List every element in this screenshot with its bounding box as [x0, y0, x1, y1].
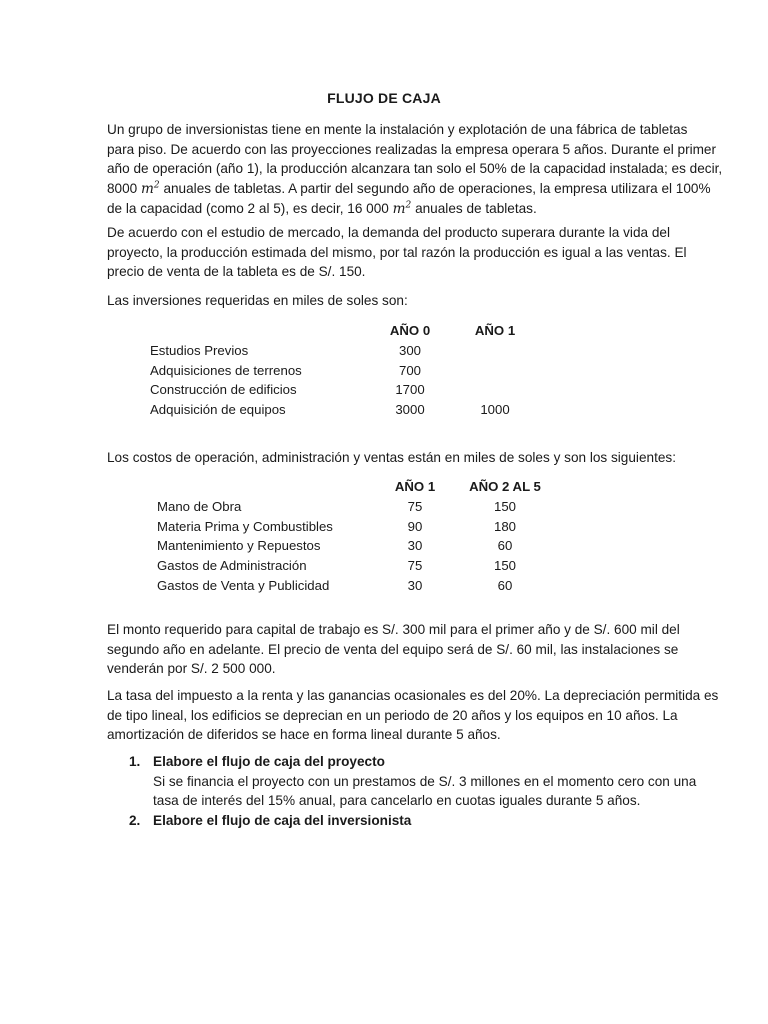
- table-header-row: [150, 321, 535, 341]
- costs-intro: Los costos de operación, administración y ventas están en miles de soles y son los siguientes:: [107, 450, 676, 465]
- intro-line: para piso. De acuerdo con las proyecciones realizadas la empresa operara 5 años. Durante el primer: [107, 141, 717, 157]
- table-row: Gastos de Administración 75 150: [157, 558, 516, 574]
- table-row: Mano de Obra 75 150: [157, 499, 516, 515]
- col-header: AÑO 0: [389, 323, 431, 339]
- costs-table: [157, 477, 555, 595]
- table-row: Gastos de Venta y Publicidad 30 60: [157, 577, 513, 593]
- investments-intro: Las inversiones requeridas en miles de soles son:: [107, 293, 408, 308]
- intro-line: de la capacidad (como 2 al 5), es decir, 16 000 $m^2$ anuales de tabletas.: [107, 200, 537, 218]
- table-row: Mantenimiento y Repuestos 30 60: [157, 538, 513, 554]
- task-list: [107, 752, 697, 830]
- task-number: 1.: [129, 754, 141, 769]
- table-row: Materia Prima y Combustibles 90 180: [157, 518, 516, 534]
- table-row: Adquisición de equipos 3000 1000: [150, 402, 510, 418]
- market-line: precio de venta de la tableta es de S/. 150.: [107, 264, 366, 280]
- tax-line: amortización de diferidos se hace en forma lineal durante 5 años.: [107, 727, 501, 743]
- capital-line: segundo año en adelante. El precio de venta del equipo será de S/. 60 mil, las instalaciones se: [107, 641, 679, 657]
- market-line: De acuerdo con el estudio de mercado, la demanda del producto superara durante la vida del: [107, 225, 670, 240]
- investments-table: [150, 321, 535, 419]
- tax-paragraph: [107, 686, 719, 745]
- intro-line: Un grupo de inversionistas tiene en mente la instalación y explotación de una fábrica de tabletas: [107, 122, 688, 137]
- market-paragraph: [107, 223, 687, 282]
- capital-line: El monto requerido para capital de trabajo es S/. 300 mil para el primer año y de S/. 600 mil del: [107, 622, 680, 637]
- task-item: [107, 752, 697, 811]
- unit-symbol: $m^2$: [392, 200, 412, 218]
- capacity-year1: 8000: [107, 180, 138, 196]
- task-number: 2.: [129, 812, 141, 828]
- task-item: [107, 811, 662, 831]
- page-title: FLUJO DE CAJA: [327, 90, 441, 106]
- col-header: AÑO 2 AL 5: [469, 479, 541, 495]
- table-row: Estudios Previos 300: [150, 343, 421, 359]
- col-header: AÑO 1: [474, 323, 516, 339]
- col-header: AÑO 1: [394, 479, 436, 495]
- capital-line: venderán por S/. 2 500 000.: [107, 661, 276, 677]
- intro-paragraph: [107, 120, 723, 220]
- task-heading: Elabore el flujo de caja del inversionista: [153, 812, 412, 828]
- intro-line: 8000 $m^2$ anuales de tabletas. A partir del segundo año de operaciones, la empresa utilizara el 100%: [107, 180, 711, 197]
- tax-line: La tasa del impuesto a la renta y las ganancias ocasionales es del 20%. La depreciación permitida es: [107, 688, 719, 703]
- task-description: Si se financia el proyecto con un prestamos de S/. 3 millones en el momento cero con una tasa de interés del 15% anual, para cancelarlo en cuotas iguales durante 5 años.: [153, 773, 697, 809]
- tax-line: de tipo lineal, los edificios se deprecian en un periodo de 20 años y los equipos en 10 años. La: [107, 707, 678, 723]
- unit-symbol: $m^2$: [141, 180, 160, 197]
- market-line: proyecto, la producción estimada del mismo, por tal razón la producción es igual a las ventas. El: [107, 244, 687, 260]
- table-row: Adquisiciones de terrenos 700: [150, 362, 421, 378]
- intro-line: año de operación (año 1), la producción alcanzara tan solo el 50% de la capacidad instalada; es decir,: [107, 161, 723, 177]
- capital-paragraph: [107, 620, 680, 679]
- table-row: Construcción de edificios 1700: [150, 382, 425, 398]
- task-heading: Elabore el flujo de caja del proyecto: [153, 754, 385, 769]
- table-header-row: [157, 477, 555, 497]
